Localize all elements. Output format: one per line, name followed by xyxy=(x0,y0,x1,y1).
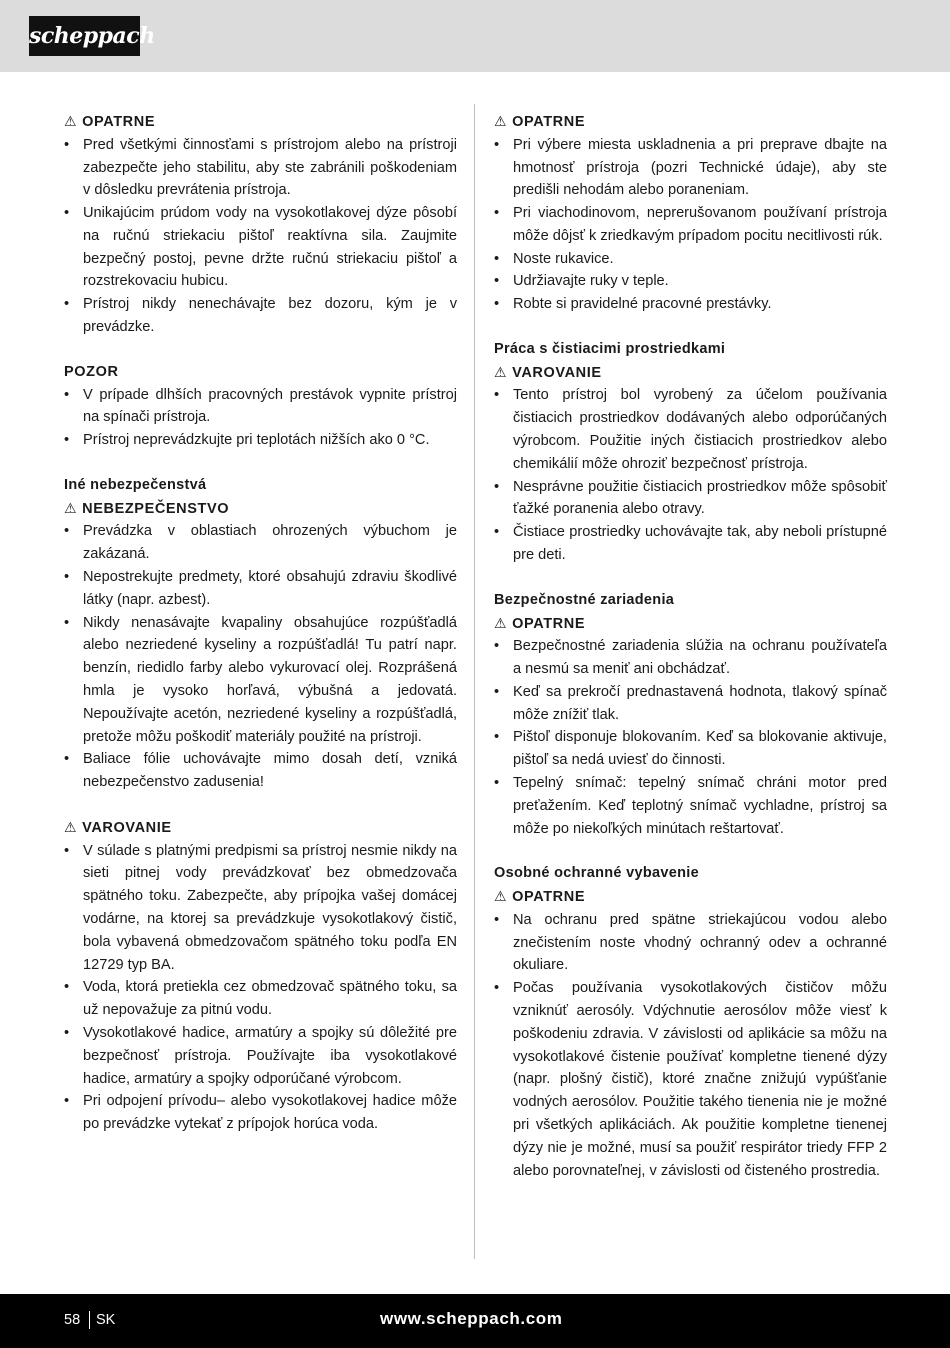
warning-triangle-icon: ⚠ xyxy=(494,113,508,129)
list-item: • V súlade s platnými predpismi sa prístroj nesmie nikdy na sieti pitnej vody prevádzkovať bez obmedzovača spätného toku. Zabezpečte, aby prípojka vašej domácej vodárne, na ktorej sa prevádzkuje vysokotlakový čistič, bola vybavená obmedzovačom spätného toku podľa EN 12729 typ BA. xyxy=(64,840,457,977)
warning-triangle-icon: ⚠ xyxy=(494,888,508,905)
list-item: • Prevádzka v oblastiach ohrozených výbuchom je zakázaná. xyxy=(64,520,457,566)
warning-heading-label: OPATRNE xyxy=(512,114,586,130)
list-item: • Prístroj nikdy nenechávajte bez dozoru, kým je v prevádzke. xyxy=(64,293,457,339)
list-item: • Pištoľ disponuje blokovaním. Keď sa blokovanie aktivuje, pištoľ sa nedá uviesť do činnosti. xyxy=(494,726,887,772)
list-item: • Na ochranu pred spätne striekajúcou vodou alebo znečistením noste vhodný ochranný odev a ochranné okuliare. xyxy=(494,909,887,977)
warning-heading xyxy=(494,612,887,636)
left-column xyxy=(64,110,457,1158)
warning-heading xyxy=(494,361,887,385)
warning-heading-label: VAROVANIE xyxy=(82,819,172,836)
warning-triangle-icon: ⚠ xyxy=(64,499,78,516)
warning-triangle-icon: ⚠ xyxy=(64,818,78,835)
warning-heading xyxy=(64,110,457,134)
list-item: • Keď sa prekročí prednastavená hodnota, tlakový spínač môže znížiť tlak. xyxy=(494,681,887,727)
safety-section xyxy=(64,816,457,1136)
list-item: • Udržiavajte ruky v teple. xyxy=(494,270,887,293)
section-title: Práca s čistiacimi prostriedkami xyxy=(494,341,726,358)
warning-triangle-icon: ⚠ xyxy=(494,614,508,631)
page-footer xyxy=(0,1294,950,1348)
safety-section xyxy=(64,474,457,794)
bullet-list xyxy=(494,909,887,1183)
warning-heading xyxy=(494,885,887,909)
safety-section xyxy=(494,110,887,316)
list-item: • V prípade dlhších pracovných prestávok vypnite prístroj na spínači prístroja. xyxy=(64,384,457,430)
column-divider xyxy=(474,104,475,1259)
right-column xyxy=(494,110,887,1204)
warning-triangle-icon: ⚠ xyxy=(494,363,508,380)
page-header xyxy=(0,0,950,72)
warning-heading xyxy=(64,816,457,840)
list-item: • Pri viachodinovom, neprerušovanom používaní prístroja môže dôjsť k zriedkavým prípadom pocitu necitlivosti rúk. xyxy=(494,202,887,248)
safety-section xyxy=(494,338,887,567)
bullet-list xyxy=(64,134,457,339)
warning-heading-label: OPATRNE xyxy=(512,615,586,632)
warning-heading xyxy=(64,497,457,521)
language-code: SK xyxy=(96,1312,116,1328)
list-item: • Tepelný snímač: tepelný snímač chráni motor pred preťažením. Keď teplotný snímač vychladne, prístroj sa môže po niekoľkých minútach reštartovať. xyxy=(494,772,887,840)
bullet-list xyxy=(64,384,457,452)
safety-section xyxy=(494,862,887,1182)
page-number: 58 xyxy=(64,1312,81,1328)
warning-heading xyxy=(494,110,887,134)
bullet-list xyxy=(64,840,457,1136)
safety-section xyxy=(494,589,887,841)
bullet-list xyxy=(494,635,887,840)
website-link[interactable]: www.scheppach.com xyxy=(380,1309,563,1328)
list-item: • Nikdy nenasávajte kvapaliny obsahujúce rozpúšťadlá alebo nezriedené kyseliny a rozpúšťadlá! Tu patrí napr. benzín, riedidlo farby alebo vykurovací olej. Rozprášená hmla je vysoko horľavá, výbušná a jedovatá. Nepoužívajte acetón, nezriedené kyseliny a rozpúšťadlá, pretože môžu poškodiť materiály použité na prístroji. xyxy=(64,612,457,749)
list-item: • Bezpečnostné zariadenia slúžia na ochranu používateľa a nesmú sa meniť ani obchádzať. xyxy=(494,635,887,681)
list-item: • Tento prístroj bol vyrobený za účelom používania čistiacich prostriedkov dodávaných alebo odporúčaných výrobcom. Použitie iných čistiacich prostriedkov alebo chemikálií môže ohroziť bezpečnosť prístroja. xyxy=(494,384,887,475)
list-item: • Pri odpojení prívodu– alebo vysokotlakovej hadice môže po prevádzke vytekať z prípojok horúca voda. xyxy=(64,1090,457,1136)
warning-heading xyxy=(64,361,457,384)
warning-heading-label: VAROVANIE xyxy=(512,364,602,381)
warning-heading-label: POZOR xyxy=(64,363,119,380)
bullet-list xyxy=(494,384,887,566)
list-item: • Vysokotlakové hadice, armatúry a spojky sú dôležité pre bezpečnosť prístroja. Používajte iba vysokotlakové hadice, armatúry a spojky odporúčané výrobcom. xyxy=(64,1022,457,1090)
list-item: • Robte si pravidelné pracovné prestávky. xyxy=(494,293,887,316)
list-item: • Noste rukavice. xyxy=(494,248,887,271)
list-item: • Čistiace prostriedky uchovávajte tak, aby neboli prístupné pre deti. xyxy=(494,521,887,567)
list-item: • Prístroj neprevádzkujte pri teplotách nižších ako 0 °C. xyxy=(64,429,457,452)
list-item: • Nesprávne použitie čistiacich prostriedkov môže spôsobiť ťažké poranenia alebo otravy. xyxy=(494,476,887,522)
section-title: Iné nebezpečenstvá xyxy=(64,476,207,493)
list-item: • Baliace fólie uchovávajte mimo dosah detí, vzniká nebezpečenstvo zadusenia! xyxy=(64,748,457,794)
safety-section xyxy=(64,361,457,452)
warning-heading-label: OPATRNE xyxy=(512,889,586,906)
list-item: • Počas používania vysokotlakových čističov môžu vzniknúť aerosóly. Vdýchnutie aerosólov môže viesť k poškodeniu zdravia. V závislosti od aplikácie sa môžu na vysokotlakové čistenie používať kompletne tienené dýzy (napr. plošný čistič), ktoré značne znižujú vypúšťanie vodných aerosólov. Použitie takého tienenia nie je možné pri všetkých aplikáciách. Ak použitie kompletne tienenej dýzy nie je možné, musí sa použiť respirátor triedy FFP 2 alebo porovnateľnej, v závislosti od čisteného prostredia. xyxy=(494,977,887,1182)
bullet-list xyxy=(494,134,887,316)
warning-heading-label: NEBEZPEČENSTVO xyxy=(82,500,230,517)
list-item: • Voda, ktorá pretiekla cez obmedzovač spätného toku, sa už nepovažuje za pitnú vodu. xyxy=(64,976,457,1022)
safety-section xyxy=(64,110,457,339)
section-title: Bezpečnostné zariadenia xyxy=(494,591,675,608)
list-item: • Unikajúcim prúdom vody na vysokotlakovej dýze pôsobí na ručnú striekaciu pištoľ reaktívna sila. Zaujmite bezpečný postoj, pevne držte ručnú striekaciu pištoľ a rozstrekovaciu hubicu. xyxy=(64,202,457,293)
list-item: • Nepostrekujte predmety, ktoré obsahujú zdraviu škodlivé látky (napr. azbest). xyxy=(64,566,457,612)
warning-heading-label: OPATRNE xyxy=(82,114,156,130)
bullet-list xyxy=(64,520,457,794)
list-item: • Pri výbere miesta uskladnenia a pri preprave dbajte na hmotnosť prístroja (pozri Technické údaje), aby ste predišli nehodám alebo poraneniam. xyxy=(494,134,887,202)
footer-separator xyxy=(89,1311,90,1329)
scheppach-logo: scheppach xyxy=(29,16,140,56)
warning-triangle-icon: ⚠ xyxy=(64,113,78,129)
list-item: • Pred všetkými činnosťami s prístrojom alebo na prístroji zabezpečte jeho stabilitu, aby ste zabránili poškodeniam v dôsledku prevrátenia prístroja. xyxy=(64,134,457,202)
section-title: Osobné ochranné vybavenie xyxy=(494,865,699,882)
